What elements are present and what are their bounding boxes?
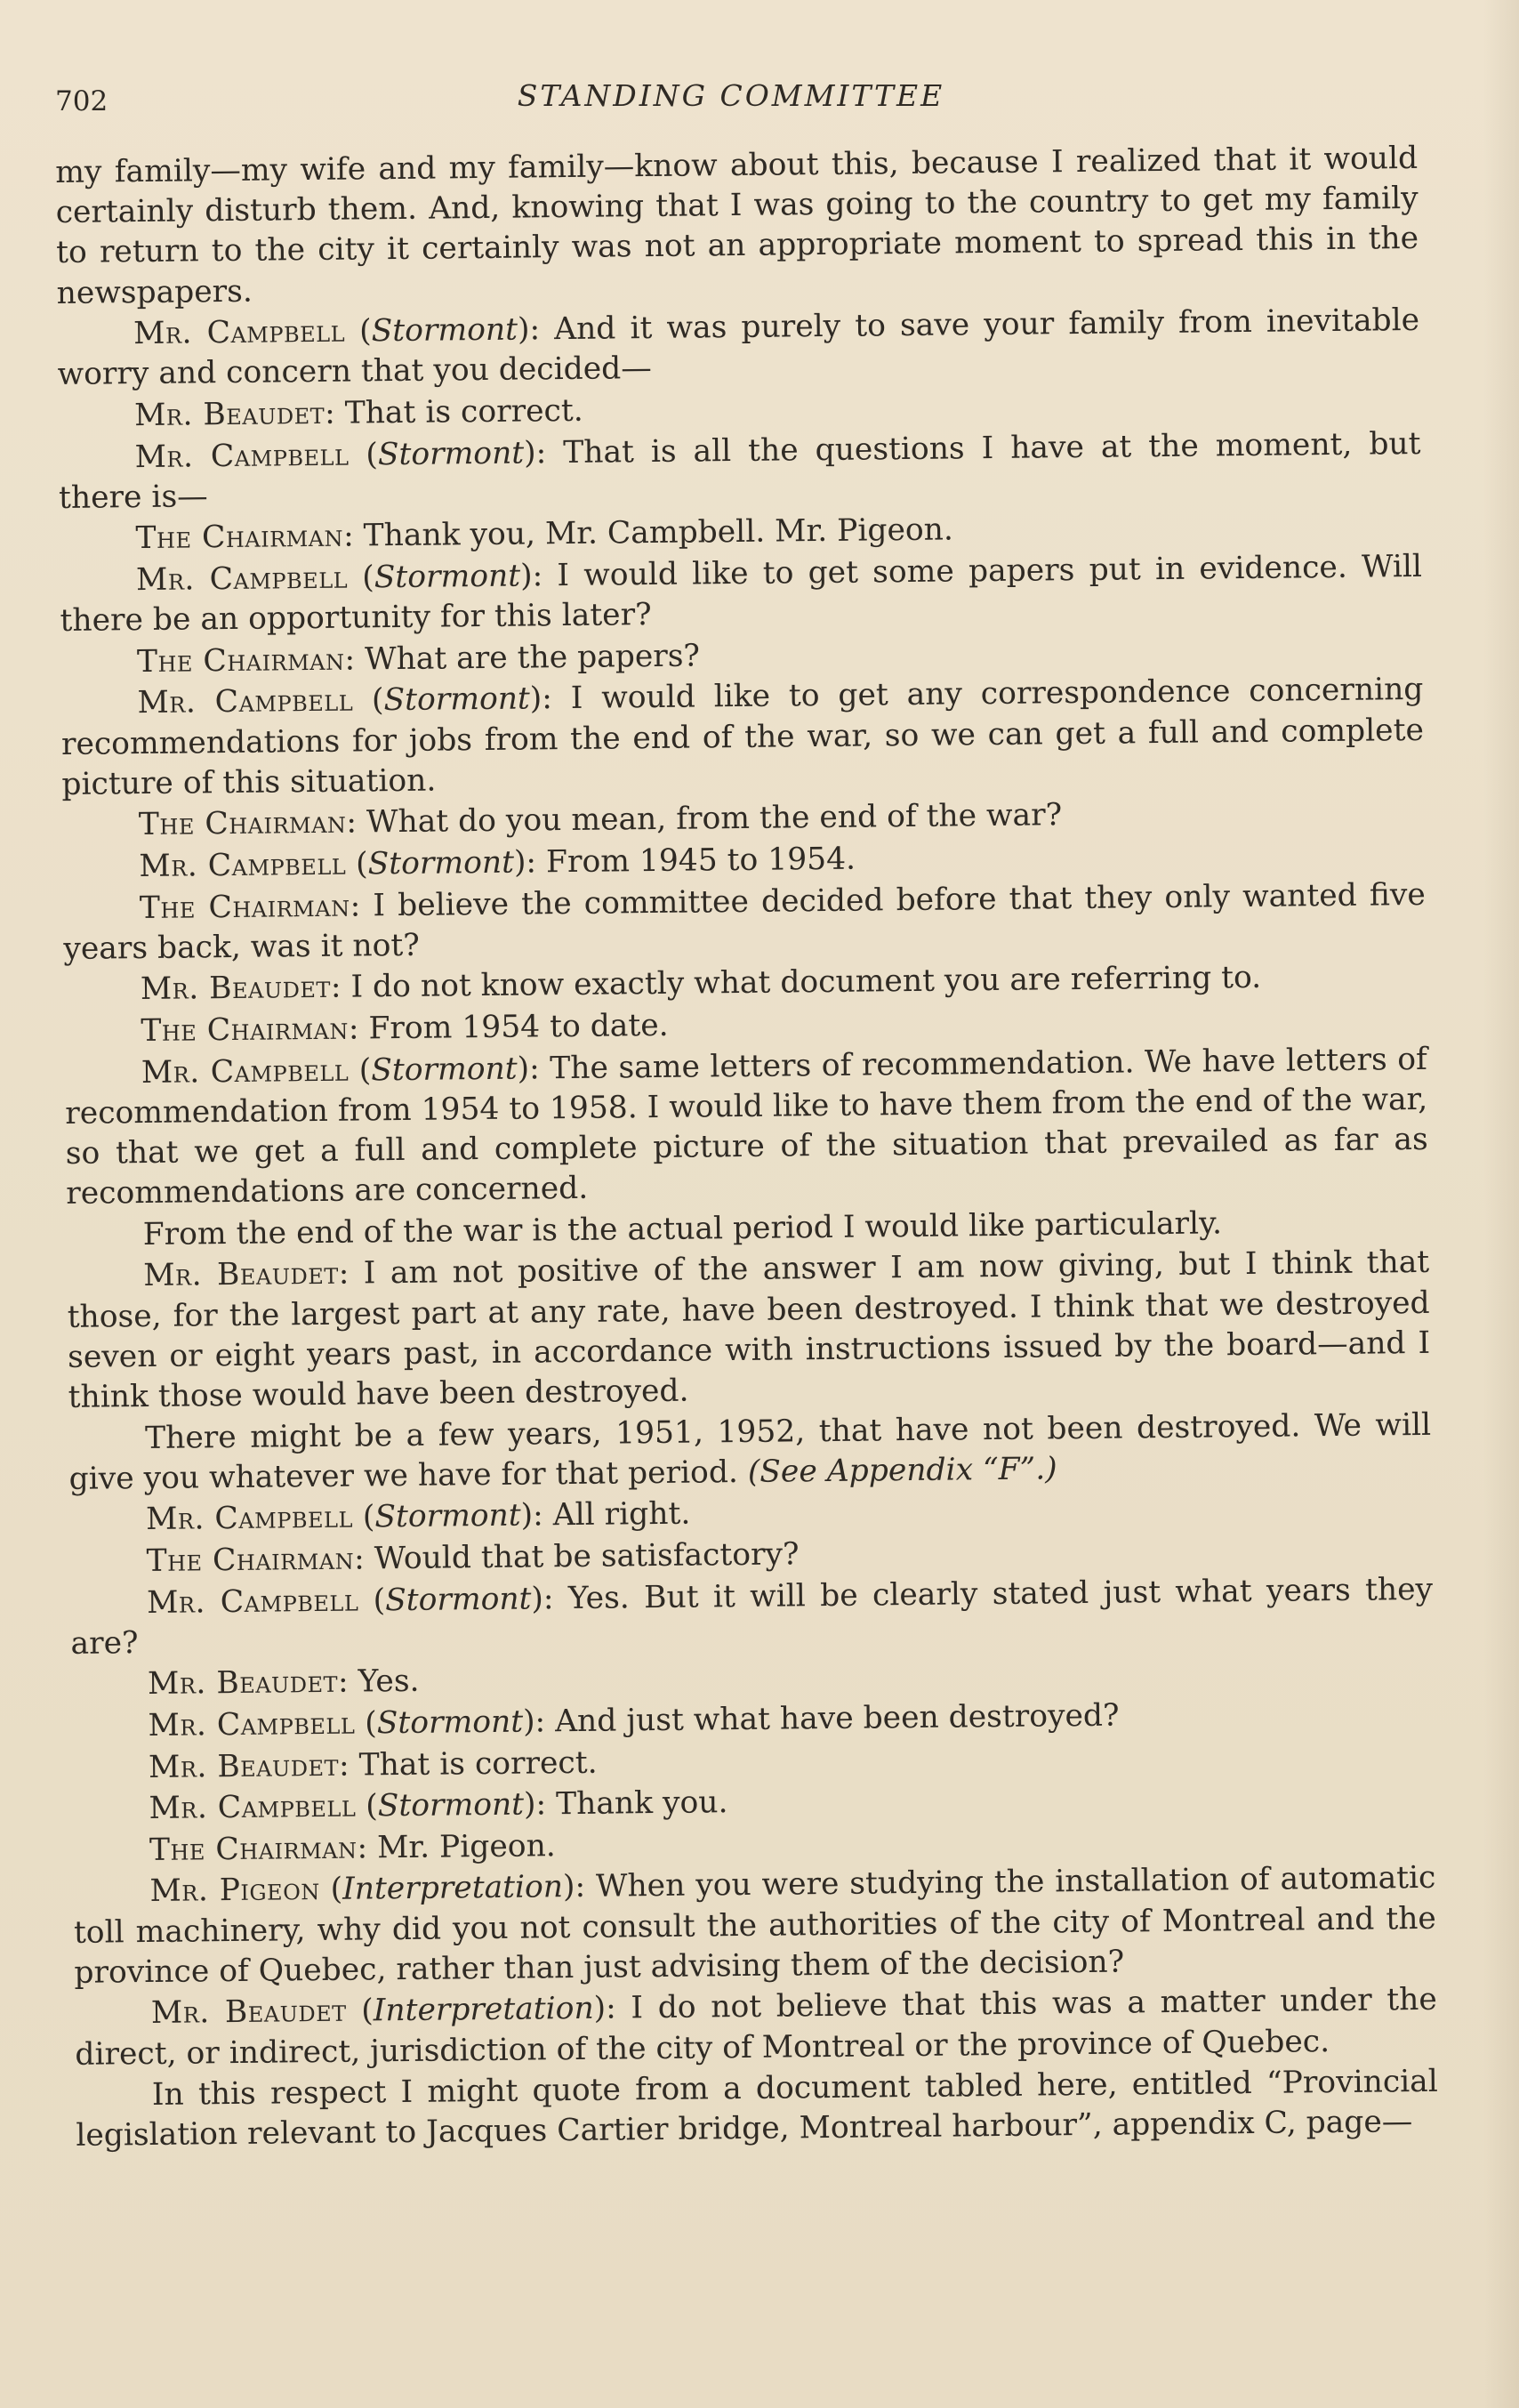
- paragraph-text: Yes. But it will be clearly stated just what years they are?: [70, 1571, 1434, 1662]
- paragraph-text: Yes.: [358, 1663, 420, 1700]
- transcript-paragraph: Mr. Campbell (Stormont): From 1945 to 1954.: [139, 841, 856, 885]
- speaker-qualifier: Stormont: [377, 1786, 525, 1824]
- transcript-paragraph: Mr. Beaudet: Yes.: [147, 1663, 420, 1703]
- paragraph-text: From 1954 to date.: [368, 1007, 669, 1047]
- transcript-paragraph: The Chairman: What do you mean, from the end of the war?: [138, 797, 1063, 843]
- speaker-qualifier: Stormont: [384, 1581, 532, 1618]
- paragraph-text: The same letters of recommendation. We have letters of recommendation from 1954 to 1958. I would like to have them from the end of the war, so that we get a full and complete picture of the situation that prevailed as far as recommendations are concerned.: [65, 1041, 1428, 1212]
- transcript-paragraph: [68, 1405, 1432, 1499]
- transcript-paragraph: Mr. Beaudet: I am not positive of the answer I am now giving, but I think that those, for the largest part at any rate, have been destroyed. I think that we destroyed seven or eight years past, in accordance with instructions issued by the board—and I think those would have been destroyed.: [67, 1244, 1431, 1415]
- speaker-qualifier: Stormont: [371, 1051, 518, 1088]
- speaker-name: The Chairman: [146, 1541, 355, 1579]
- paragraph-text: What do you mean, from the end of the war?: [366, 797, 1063, 841]
- paragraph-text: When you were studying the installation of automatic toll machinery, why did you not consult the authorities of the city of Montreal and the province of Quebec, rather than just advising them of the decision?: [73, 1860, 1437, 1991]
- transcript-paragraph: Mr. Pigeon (Interpretation): When you were studying the installation of automatic toll machinery, why did you not consult the authorities of the city of Montreal and the province of Quebec, rather than just advising them of the decision?: [73, 1860, 1437, 1991]
- paragraph-text: All right.: [552, 1495, 691, 1534]
- speaker-name: The Chairman: [135, 519, 344, 557]
- speaker-name: The Chairman: [139, 888, 350, 926]
- speaker-name: The Chairman: [149, 1830, 358, 1868]
- paragraph-text: I would like to get any correspondence concerning recommendations for jobs from the end of the war, so we can get a full and complete picture of this situation.: [60, 672, 1425, 802]
- paragraph-text: I am not positive of the answer I am now giving, but I think that those, for the largest part at any rate, have been destroyed. I think that we destroyed seven or eight years past, in accordance with instructions issued by the board—and I think those would have been destroyed.: [67, 1244, 1431, 1415]
- paragraph-text: There might be a few years, 1951, 1952, that have not been destroyed. We will give you whatever we have for that period.: [68, 1406, 1432, 1497]
- transcript-paragraph: Mr. Campbell (Stormont): The same letters of recommendation. We have letters of recommendation from 1954 to 1958. I would like to have them from the end of the war, so that we get a full and complete picture of the situation that prevailed as far as recommendations are concerned.: [65, 1041, 1428, 1212]
- transcript-paragraph: Mr. Beaudet: I do not know exactly what document you are referring to.: [140, 960, 1262, 1008]
- speaker-qualifier: Interpretation: [373, 1991, 594, 2029]
- speaker-qualifier: Stormont: [367, 844, 515, 882]
- speaker-name: Mr. Beaudet: [133, 395, 326, 434]
- transcript-paragraph: [55, 139, 1419, 314]
- speaker-name: Mr. Campbell: [133, 313, 346, 352]
- speaker-qualifier: Stormont: [383, 681, 531, 719]
- speaker-name: Mr. Beaudet: [148, 1747, 340, 1785]
- speaker-name: Mr. Campbell: [149, 1788, 357, 1827]
- transcript-paragraph: The Chairman: Mr. Pigeon.: [149, 1827, 556, 1868]
- running-head: [55, 78, 1407, 123]
- transcript-paragraph: Mr. Campbell (Stormont): And it was purely to save your family from inevitable worry and concern that you decided—: [57, 302, 1420, 393]
- transcript-paragraph: The Chairman: I believe the committee decided before that they only wanted five years back, was it not?: [63, 876, 1427, 967]
- paragraph-text: my family—my wife and my family—know about this, because I realized that it would certainly disturb them. And, knowing that I was going to the country to get my family to return to the city it certainly was not an appropriate moment to spread this in the newspapers.: [55, 140, 1419, 311]
- paragraph-text: In this respect I might quote from a document tabled here, entitled “Provincial legislation relevant to Jacques Cartier bridge, Montreal harbour”, appendix C, page—: [76, 2063, 1438, 2154]
- paragraph-text: And it was purely to save your family from inevitable worry and concern that you decided—: [57, 302, 1420, 393]
- transcript-paragraph: Mr. Campbell (Stormont): Yes. But it will be clearly stated just what years they are?: [70, 1571, 1434, 1662]
- speaker-name: Mr. Beaudet: [150, 1993, 347, 2032]
- transcript-paragraph: Mr. Campbell (Stormont): I would like to get any correspondence concerning recommendations for jobs from the end of the war, so we can get a full and complete picture of this situation.: [60, 672, 1425, 802]
- paragraph-text: I would like to get some papers put in evidence. Will there be an opportunity for this later?: [60, 548, 1423, 640]
- transcript-paragraph: The Chairman: From 1954 to date.: [141, 1007, 669, 1049]
- transcript-paragraph: The Chairman: What are the papers?: [136, 638, 701, 680]
- page-edge-shadow: [1483, 0, 1519, 2408]
- transcript-body: [55, 139, 1439, 2158]
- speaker-name: Mr. Campbell: [139, 846, 347, 885]
- transcript-paragraph: The Chairman: Thank you, Mr. Campbell. Mr. Pigeon.: [135, 511, 954, 557]
- transcript-paragraph: The Chairman: Would that be satisfactory?: [146, 1536, 800, 1579]
- page-number: 702: [55, 85, 108, 117]
- paragraph-text: Thank you, Mr. Campbell. Mr. Pigeon.: [363, 511, 954, 554]
- paragraph-text: And just what have been destroyed?: [554, 1697, 1120, 1740]
- transcript-paragraph: Mr. Beaudet: That is correct.: [148, 1744, 598, 1785]
- speaker-name: Mr. Beaudet: [147, 1664, 339, 1703]
- speaker-name: Mr. Campbell: [134, 437, 350, 475]
- speaker-name: The Chairman: [141, 1011, 350, 1049]
- paragraph-text: What are the papers?: [364, 638, 701, 678]
- speaker-name: Mr. Campbell: [135, 560, 349, 599]
- transcript-paragraph: Mr. Campbell (Stormont): And just what have been destroyed?: [148, 1697, 1120, 1744]
- speaker-qualifier: Stormont: [377, 435, 525, 472]
- speaker-qualifier: Interpretation: [342, 1869, 564, 1908]
- paragraph-text: I believe the committee decided before that they only wanted five years back, was it not?: [63, 876, 1427, 967]
- paragraph-text: From the end of the war is the actual period I would like particularly.: [142, 1205, 1223, 1252]
- speaker-qualifier: Stormont: [374, 558, 521, 596]
- paragraph-text: Would that be satisfactory?: [374, 1536, 800, 1577]
- speaker-name: Mr. Beaudet: [143, 1256, 339, 1294]
- speaker-name: Mr. Campbell: [146, 1583, 359, 1621]
- appendix-reference: (See Appendix “F”.): [747, 1451, 1057, 1490]
- transcript-paragraph: [76, 2062, 1439, 2156]
- paragraph-text: That is correct.: [344, 392, 583, 431]
- paragraph-text: Thank you.: [555, 1784, 728, 1823]
- speaker-name: Mr. Campbell: [145, 1499, 354, 1538]
- speaker-name: Mr. Beaudet: [140, 970, 332, 1008]
- speaker-qualifier: Stormont: [371, 311, 518, 350]
- transcript-paragraph: Mr. Campbell (Stormont): Thank you.: [149, 1784, 728, 1827]
- running-title: STANDING COMMITTEE: [517, 78, 945, 113]
- paragraph-text: Mr. Pigeon.: [376, 1827, 556, 1866]
- paragraph-text: From 1945 to 1954.: [545, 841, 856, 881]
- speaker-name: Mr. Pigeon: [149, 1872, 320, 1910]
- speaker-qualifier: Stormont: [376, 1703, 524, 1742]
- speaker-qualifier: Stormont: [374, 1497, 521, 1535]
- speaker-name: The Chairman: [138, 804, 347, 843]
- transcript-paragraph: Mr. Campbell (Stormont): I would like to get some papers put in evidence. Will there be an opportunity for this later?: [60, 548, 1423, 640]
- speaker-name: Mr. Campbell: [148, 1705, 356, 1744]
- speaker-name: Mr. Campbell: [137, 682, 354, 721]
- paragraph-text: I do not believe that this was a matter under the direct, or indirect, jurisdiction of the city of Montreal or the province of Quebec.: [75, 1982, 1438, 2073]
- paragraph-text: That is correct.: [358, 1744, 598, 1784]
- transcript-paragraph: Mr. Beaudet: That is correct.: [133, 392, 583, 434]
- paragraph-text: That is all the questions I have at the moment, but there is—: [58, 425, 1421, 516]
- paragraph-text: I do not know exactly what document you are referring to.: [350, 960, 1262, 1005]
- speaker-name: The Chairman: [136, 641, 345, 680]
- transcript-paragraph: Mr. Beaudet (Interpretation): I do not believe that this was a matter under the direct, or indirect, jurisdiction of the city of Montreal or the province of Quebec.: [75, 1982, 1438, 2073]
- speaker-name: Mr. Campbell: [141, 1052, 350, 1091]
- transcript-paragraph: Mr. Campbell (Stormont): That is all the questions I have at the moment, but there is—: [58, 425, 1421, 516]
- transcript-paragraph: Mr. Campbell (Stormont): All right.: [145, 1495, 691, 1538]
